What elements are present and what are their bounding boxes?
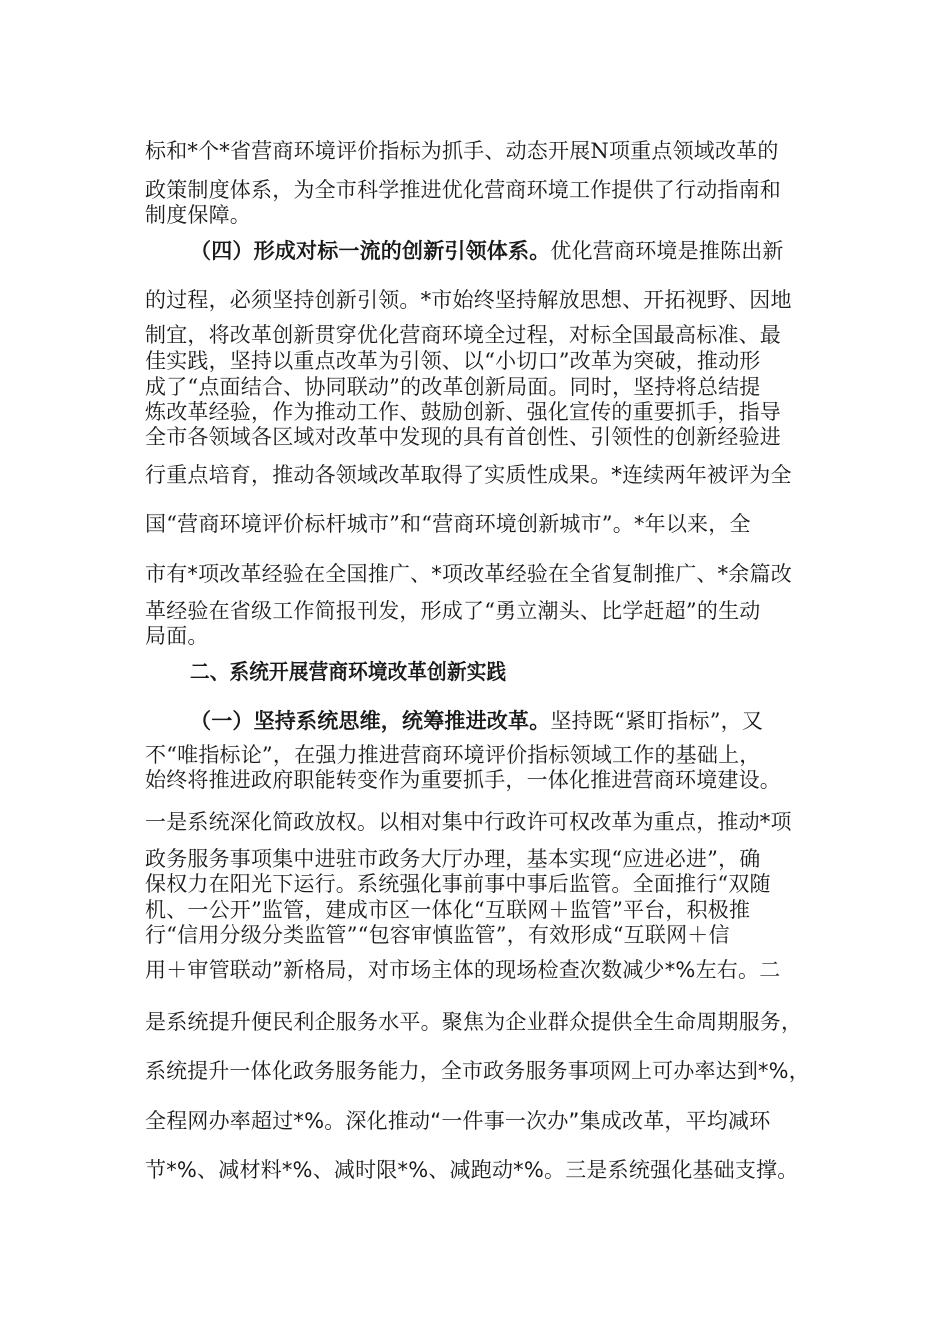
section-heading-one: （一）坚持系统思维，统筹推进改革。 — [190, 709, 551, 733]
text-line: 制宜，将改革创新贯穿优化营商环境全过程，对标全国最高标准、最 — [145, 323, 781, 347]
section-heading-line — [190, 241, 784, 262]
text-line — [145, 564, 792, 585]
text-line: 成了“点面结合、协同联动”的改革创新局面。同时，坚持将总结提 — [145, 375, 761, 399]
section-heading-line — [190, 711, 763, 732]
text-line: 节*%、减材料*%、减时限*%、减跑动*%。三是系统强化基础支撑。 — [145, 1158, 799, 1182]
text-span: 国“营商环境评价标杆城市”和“营商环境创新城市”。 — [145, 512, 634, 536]
text-line — [145, 290, 792, 311]
text-span: *市始终坚持解放思想、开拓视野、因地 — [420, 288, 792, 312]
text-line: 标和*个*省营商环境评价指标为抓手、动态开展N项重点领域改革的 — [145, 139, 779, 163]
text-line: 保权力在阳光下运行。系统强化事前事中事后监管。全面推行“双随 — [145, 872, 771, 896]
text-line — [145, 514, 751, 535]
text-span: 的过程，必须坚持创新引领。 — [145, 288, 421, 312]
text-line: 政策制度体系，为全市科学推进优化营商环境工作提供了行动指南和 — [145, 178, 781, 202]
text-line: 系统提升一体化政务服务能力，全市政务服务事项网上可办率达到*%， — [145, 1059, 810, 1083]
text-line: 佳实践，坚持以重点改革为引领、以“小切口”改革为突破，推动形 — [145, 349, 761, 373]
text-span: *余篇改 — [717, 562, 792, 586]
text-line: 全程网办率超过*%。深化推动“一件事一次办”集成改革，平均减环 — [145, 1109, 771, 1133]
text-line: 始终将推进政府职能转变作为重要抓手，一体化推进营商环境建设。 — [145, 768, 781, 792]
text-line: 全市各领域各区域对改革中发现的具有首创性、引领性的创新经验进 — [145, 425, 781, 449]
section-heading-four: （四）形成对标一流的创新引领体系。 — [190, 239, 551, 263]
text-line: 革经验在省级工作简报刊发，形成了“勇立潮头、比学赶超”的生动 — [145, 599, 761, 623]
text-line: 行“信用分级分类监管”“包容审慎监管”，有效形成“互联网＋信 — [145, 923, 730, 947]
text-line: 行重点培育，推动各领域改革取得了实质性成果。*连续两年被评为全 — [145, 463, 792, 487]
text-line — [145, 960, 780, 981]
text-line: 是系统提升便民利企服务水平。聚焦为企业群众提供全生命周期服务， — [145, 1010, 803, 1034]
text-line: 机、一公开”监管，建成市区一体化“互联网＋监管”平台，积极推 — [145, 898, 751, 922]
text-span: 市有*项改革经验在全国推广、*项改革经验在全省复制推广、 — [145, 562, 718, 586]
text-line: 制度保障。 — [145, 203, 251, 227]
section-heading-two: 二、系统开展营商环境改革创新实践 — [190, 660, 507, 684]
text-span: 用＋审管联动”新格局，对市场主体的现场检查次数减少 — [145, 958, 665, 982]
text-line: 炼改革经验，作为推动工作、鼓励创新、强化宣传的重要抓手，指导 — [145, 400, 781, 424]
text-line: 政务服务事项集中进驻市政务大厅办理，基本实现“应进必进”，确 — [145, 847, 761, 871]
text-span: 优化营商环境是推陈出新 — [550, 239, 784, 263]
text-span: 坚持既“紧盯指标”，又 — [550, 709, 764, 733]
text-span: *年以来，全 — [633, 512, 751, 536]
text-line: 局面。 — [145, 624, 209, 648]
text-line: 不“唯指标论”，在强力推进营商环境评价指标领域工作的基础上， — [145, 743, 761, 767]
text-span: *%左右。二 — [664, 958, 781, 982]
text-line: 一是系统深化简政放权。以相对集中行政许可权改革为重点，推动*项 — [145, 810, 792, 834]
